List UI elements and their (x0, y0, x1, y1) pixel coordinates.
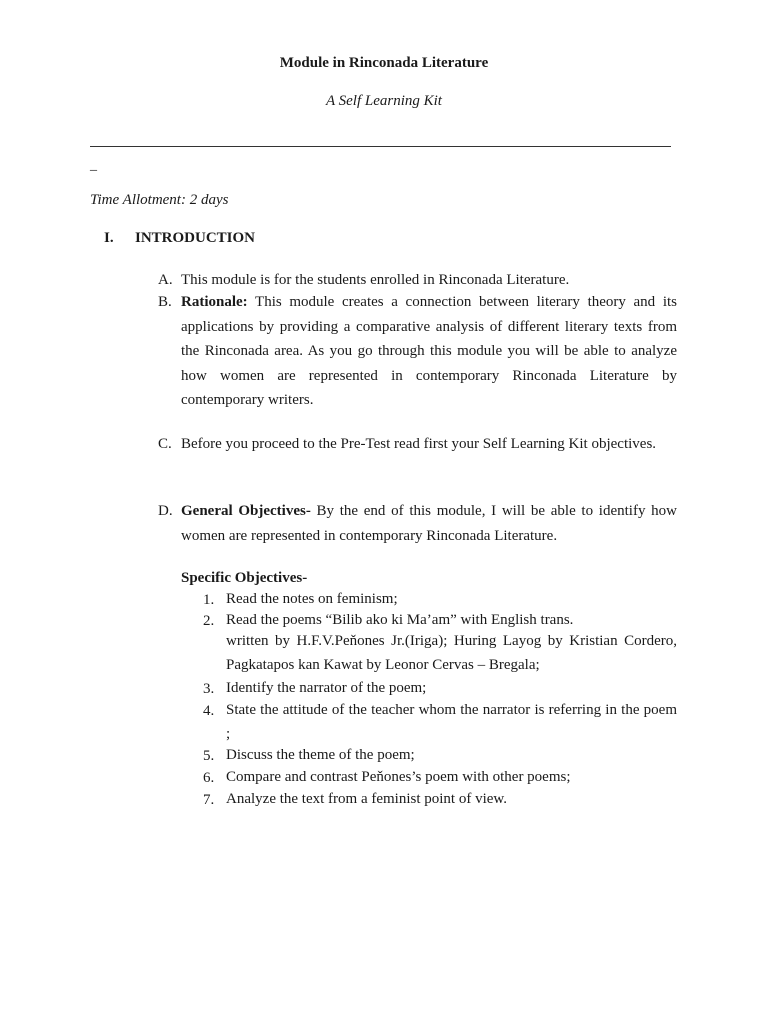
time-allotment: Time Allotment: 2 days (90, 192, 229, 208)
objective-text: State the attitude of the teacher whom the narrator is referring in the poem ; (226, 702, 677, 742)
item-b-text: This module creates a connection between literary theory and its applications by providing a comparative analysis of different literary texts from the Rinconada area. As you go through this module you will be able to analyze how women are represented in contemporary Rinconada Literature by contemporary writers. (181, 294, 677, 409)
item-d-label: D. (158, 503, 173, 519)
item-d-text: By the end of this module, I will be able to identify how women are represented in contemporary Rinconada Literature. (181, 503, 677, 544)
objective-text: Read the notes on feminism; (226, 591, 398, 607)
item-d-paragraph (181, 499, 677, 548)
objective-text: Compare and contrast Peňones’s poem with other poems; (226, 769, 571, 785)
item-b-label: B. (158, 294, 172, 310)
trailing-dash: _ (90, 158, 97, 173)
objective-number: 7. (203, 792, 215, 808)
objective-number: 2. (203, 613, 215, 629)
objective-number: 5. (203, 748, 215, 764)
objective-text: Identify the narrator of the poem; (226, 680, 427, 696)
item-a-label: A. (158, 272, 173, 288)
objective-number: 3. (203, 681, 215, 697)
section-numeral: I. (104, 230, 114, 246)
item-c-label: C. (158, 436, 172, 452)
objective-text: Discuss the theme of the poem; (226, 747, 415, 763)
specific-objectives-heading: Specific Objectives- (181, 570, 308, 586)
item-a-text: This module is for the students enrolled in Rinconada Literature. (181, 272, 570, 288)
item-d-lead: General Objectives- (181, 503, 311, 519)
objective-continuation: written by H.F.V.Peňones Jr.(Iriga); Huring Layog by Kristian Cordero, Pagkatapos kan Kawat by Leonor Cervas – Bregala; (226, 633, 677, 673)
horizontal-rule (90, 146, 671, 147)
objective-number: 1. (203, 592, 215, 608)
item-b-paragraph (181, 290, 677, 413)
document-subtitle: A Self Learning Kit (326, 93, 442, 109)
item-c-text: Before you proceed to the Pre-Test read first your Self Learning Kit objectives. (181, 436, 657, 452)
item-b-lead: Rationale: (181, 294, 248, 310)
objective-number: 6. (203, 770, 215, 786)
objective-number: 4. (203, 703, 215, 719)
section-heading: INTRODUCTION (135, 230, 256, 246)
document-title: Module in Rinconada Literature (279, 55, 489, 71)
objective-text: Read the poems “Bilib ako ki Ma’am” with English trans. (226, 612, 574, 628)
objective-text: Analyze the text from a feminist point of view. (226, 791, 508, 807)
